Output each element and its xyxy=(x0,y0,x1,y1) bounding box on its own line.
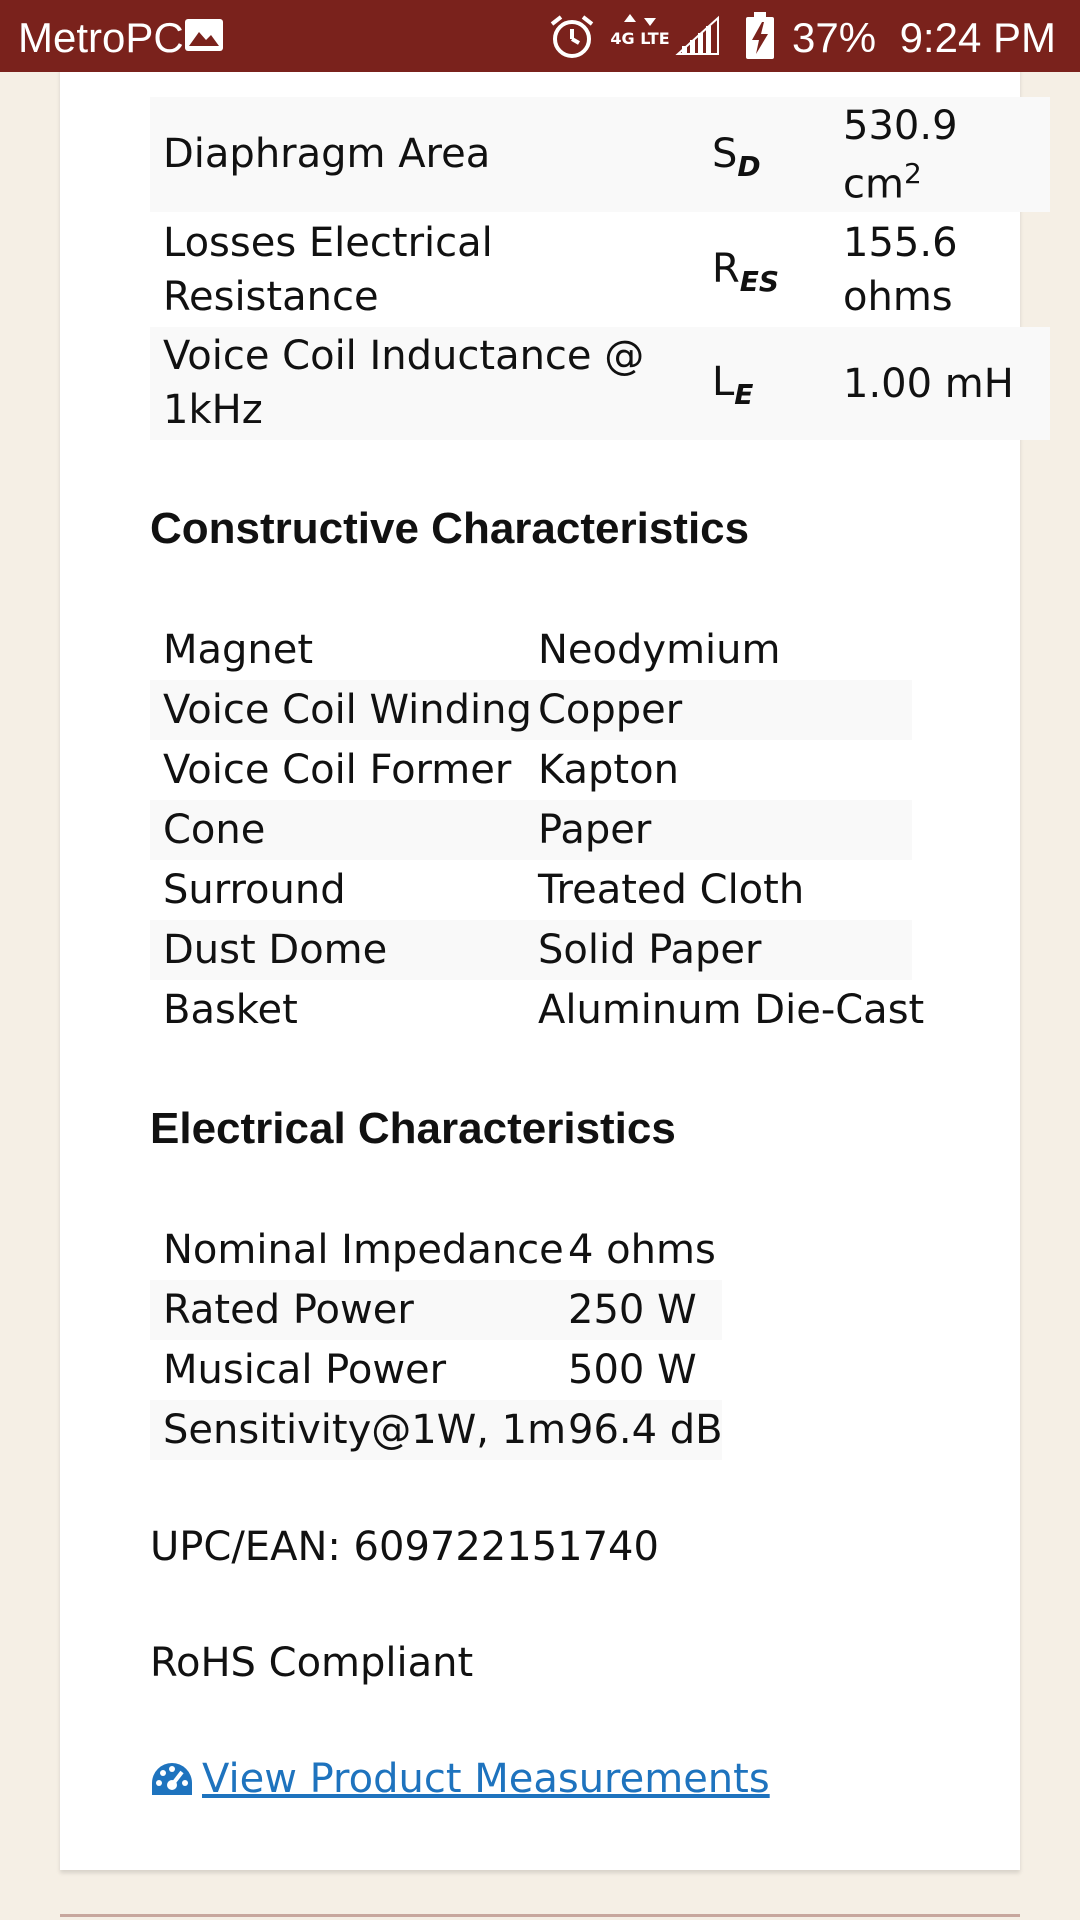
table-row xyxy=(150,740,912,800)
alarm-icon xyxy=(548,14,596,60)
battery-charging-icon xyxy=(744,12,776,60)
row-label: Nominal Impedance xyxy=(163,1227,564,1273)
table-row xyxy=(150,800,912,860)
row-label: Sensitivity@1W, 1m xyxy=(163,1407,567,1453)
row-value: 4 ohms xyxy=(568,1227,716,1273)
table-row xyxy=(150,860,912,920)
row-label: Voice Coil Former xyxy=(163,747,512,793)
upc-ean-text: UPC/EAN: 609722151740 xyxy=(150,1524,659,1570)
table-row xyxy=(150,1340,722,1400)
table-row xyxy=(150,1280,722,1340)
status-bar xyxy=(0,0,1080,72)
table-row xyxy=(150,680,912,740)
clock-time: 9:24 PM xyxy=(899,14,1056,61)
row-label: Musical Power xyxy=(163,1347,447,1393)
param-row-losses-resistance xyxy=(150,212,1050,327)
network-label: 4G LTE xyxy=(610,29,670,48)
table-row xyxy=(150,1400,722,1460)
row-value: Solid Paper xyxy=(538,927,762,973)
table-row xyxy=(150,920,912,980)
row-value: 96.4 dB xyxy=(568,1407,723,1453)
battery-percent: 37% xyxy=(792,14,877,61)
row-value: 500 W xyxy=(568,1347,697,1393)
rohs-text: RoHS Compliant xyxy=(150,1640,474,1686)
row-value: Copper xyxy=(538,687,683,733)
param-name-line1: Voice Coil Inductance @ xyxy=(163,333,645,379)
row-value: Paper xyxy=(538,807,652,853)
constructive-heading: Constructive Characteristics xyxy=(150,504,750,553)
table-row xyxy=(150,1220,722,1280)
row-value: Neodymium xyxy=(538,627,781,673)
row-label: Voice Coil Winding xyxy=(163,687,532,733)
row-value: Treated Cloth xyxy=(538,867,805,913)
param-row-voice-coil-inductance xyxy=(150,327,1050,440)
electrical-heading: Electrical Characteristics xyxy=(150,1104,676,1153)
param-symbol: $L_E$ xyxy=(712,359,754,411)
view-product-measurements-link[interactable] xyxy=(150,1756,770,1802)
bottom-divider xyxy=(60,1914,1020,1917)
signal-icon xyxy=(676,16,720,56)
param-value: 1.00 mH xyxy=(843,361,1014,407)
row-label: Rated Power xyxy=(163,1287,414,1333)
param-value-line1: 155.6 xyxy=(843,220,958,266)
row-label: Basket xyxy=(163,987,298,1033)
row-label: Surround xyxy=(163,867,346,913)
table-row xyxy=(150,980,925,1040)
gallery-icon xyxy=(184,18,224,52)
param-value-line2: ohms xyxy=(843,274,953,320)
param-name-line2: 1kHz xyxy=(163,387,263,433)
param-value-unit: $cm^2$ xyxy=(843,157,922,208)
row-value: 250 W xyxy=(568,1287,697,1333)
row-label: Magnet xyxy=(163,627,314,673)
param-name-line1: Losses Electrical xyxy=(163,220,493,266)
network-icon xyxy=(610,12,670,62)
row-value: Aluminum Die-Cast xyxy=(538,987,925,1033)
row-value: Kapton xyxy=(538,747,679,793)
row-label: Cone xyxy=(163,807,266,853)
table-row xyxy=(150,620,912,680)
row-label: Dust Dome xyxy=(163,927,388,973)
param-row-diaphragm-area xyxy=(150,97,1050,212)
param-symbol: $S_D$ xyxy=(712,131,761,183)
param-name-line2: Resistance xyxy=(163,274,379,320)
param-value: 530.9 xyxy=(843,103,958,149)
param-name: Diaphragm Area xyxy=(163,131,491,177)
param-symbol: $R_{ES}$ xyxy=(712,246,780,298)
link-label[interactable]: View Product Measurements xyxy=(202,1756,770,1802)
dashboard-gauge-icon xyxy=(150,1759,194,1799)
content-card xyxy=(60,0,1020,1870)
carrier-name: MetroPC xyxy=(18,14,184,61)
